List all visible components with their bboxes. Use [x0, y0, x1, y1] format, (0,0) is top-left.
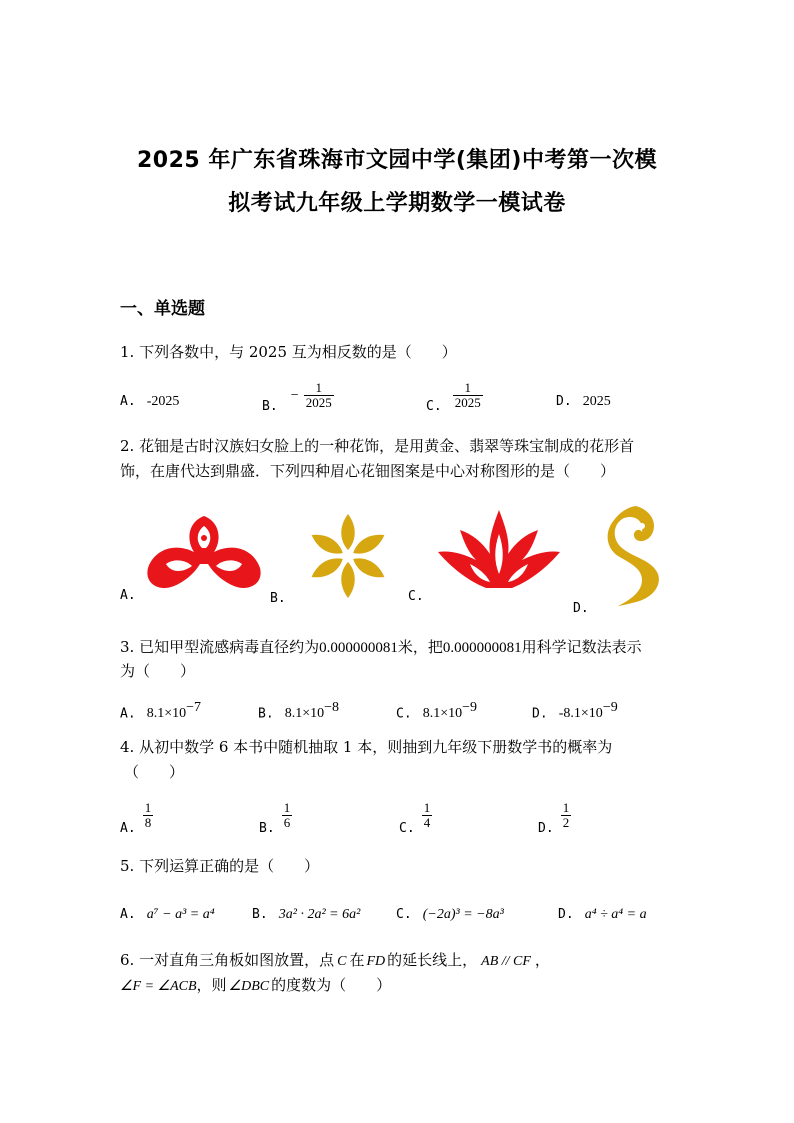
q2-option-a-label[interactable]: A.: [120, 588, 136, 603]
q3-option-a[interactable]: [120, 700, 201, 722]
option-label: B.: [259, 821, 275, 836]
option-value: 8.1×10: [422, 706, 463, 722]
angle-equation: ∠F = ∠ACB: [120, 979, 197, 994]
question-3-line2: 为（ ）: [120, 662, 196, 680]
q4-option-c[interactable]: [399, 801, 432, 836]
exponent: −8: [324, 700, 340, 715]
q6-text: ，: [534, 951, 550, 969]
angle-dbc: ∠DBC: [228, 979, 270, 994]
question-6-line2: [120, 972, 391, 1000]
option-label: C.: [396, 907, 412, 922]
q4-option-a[interactable]: [120, 801, 153, 836]
page-title-line1: 2025 年广东省珠海市文园中学(集团)中考第一次模: [136, 148, 657, 173]
q2-option-c-label[interactable]: C.: [408, 589, 424, 604]
numerator: 1: [144, 800, 152, 815]
option-value: a⁴ ÷ a⁴ = a: [584, 907, 647, 922]
q3-text-mid: 米，把: [397, 638, 443, 656]
fraction: [453, 381, 483, 410]
exponent: −7: [186, 700, 202, 715]
q3-text-pre: 3. 已知甲型流感病毒直径约为: [120, 638, 320, 656]
q6-text: 的延长线上，: [387, 951, 478, 969]
option-label: D.: [558, 907, 574, 922]
q6-text: 的度数为（ ）: [271, 976, 392, 994]
fraction: [282, 801, 293, 830]
gold-six-petal-flower-image: [298, 510, 398, 602]
option-label: C.: [396, 706, 412, 722]
denominator: 6: [283, 815, 291, 830]
option-value: 3a² · 2a² = 6a²: [278, 907, 361, 922]
option-label: A.: [120, 706, 136, 722]
option-value: -2025: [146, 394, 180, 409]
option-value: a⁷ − a³ = a⁴: [146, 907, 215, 922]
denominator: 2025: [305, 395, 332, 410]
option-value: -8.1×10: [558, 706, 603, 722]
q1-option-b[interactable]: [262, 381, 334, 414]
section-heading: 一、单选题: [120, 299, 205, 319]
point-c: C: [337, 954, 347, 969]
q2-option-d-label[interactable]: D.: [573, 601, 589, 616]
option-label: B.: [252, 907, 268, 922]
question-5-text: 5. 下列运算正确的是（ ）: [120, 857, 320, 875]
numerator: 1: [315, 380, 322, 395]
exponent: −9: [602, 700, 618, 715]
option-value: (−2a)³ = −8a³: [422, 907, 504, 922]
q1-option-d[interactable]: [556, 390, 611, 410]
question-1-text: 1. 下列各数中，与 2025 互为相反数的是（ ）: [120, 343, 457, 361]
fraction: [143, 801, 154, 830]
fraction: [304, 381, 334, 410]
question-6-line1: [120, 947, 550, 975]
q3-number: 0.000000081: [319, 640, 398, 656]
option-label: D.: [556, 394, 572, 409]
q3-option-c[interactable]: [396, 700, 477, 722]
option-label: A.: [120, 394, 136, 409]
denominator: 8: [144, 815, 152, 830]
option-value: 8.1×10: [146, 706, 187, 722]
option-label: D.: [538, 821, 554, 836]
option-label: B.: [258, 706, 274, 722]
option-label: B.: [262, 399, 278, 414]
gold-swirl-flame-image: [606, 504, 668, 608]
page-title-line2: 拟考试九年级上学期数学一模试卷: [228, 191, 566, 216]
segment-fd: FD: [366, 954, 386, 969]
q3-text-post: 用科学记数法表示: [521, 638, 642, 656]
q2-option-b-label[interactable]: B.: [270, 591, 286, 606]
parallel-expression: AB // CF: [481, 954, 531, 969]
q3-option-d[interactable]: [532, 700, 618, 722]
question-4-line1: 4. 从初中数学 6 本书中随机抽取 1 本，则抽到九年级下册数学书的概率为: [120, 738, 613, 756]
question-2-line1: 2. 花钿是古时汉族妇女脸上的一种花饰，是用黄金、翡翠等珠宝制成的花形首: [120, 437, 635, 455]
option-label: D.: [532, 706, 548, 722]
denominator: 2025: [454, 395, 481, 410]
numerator: 1: [283, 800, 291, 815]
option-label: C.: [426, 399, 442, 414]
q3-option-b[interactable]: [258, 700, 339, 722]
red-lotus-flower-image: [436, 508, 562, 598]
q4-option-d[interactable]: [538, 801, 571, 836]
option-label: C.: [399, 821, 415, 836]
minus-sign: −: [290, 387, 299, 403]
question-3-line1: [120, 634, 642, 661]
option-label: A.: [120, 907, 136, 922]
q4-option-b[interactable]: [259, 801, 292, 836]
q6-text: 在: [349, 951, 365, 969]
option-value: 2025: [582, 394, 611, 409]
question-4-line2: （ ）: [124, 763, 185, 781]
q5-option-c[interactable]: [396, 903, 504, 923]
denominator: 4: [423, 815, 431, 830]
fraction: [422, 801, 433, 830]
denominator: 2: [562, 815, 570, 830]
q1-option-c[interactable]: [426, 381, 483, 414]
question-2-line2: 饰，在唐代达到鼎盛．下列四种眉心花钿图案是中心对称图形的是（ ）: [120, 462, 616, 480]
q5-option-a[interactable]: [120, 903, 215, 923]
numerator: 1: [423, 800, 431, 815]
q3-number: 0.000000081: [442, 640, 522, 656]
numerator: 1: [562, 800, 570, 815]
red-flower-trefoil-image: [144, 512, 264, 597]
q6-text: ，则: [196, 976, 227, 994]
q5-option-d[interactable]: [558, 903, 647, 923]
option-label: A.: [120, 821, 136, 836]
q6-text: 6. 一对直角三角板如图放置，点: [120, 951, 335, 969]
q5-option-b[interactable]: [252, 903, 360, 923]
exponent: −9: [462, 700, 478, 715]
option-value: 8.1×10: [284, 706, 325, 722]
fraction: [561, 801, 572, 830]
numerator: 1: [464, 380, 471, 395]
q1-option-a[interactable]: [120, 390, 179, 410]
